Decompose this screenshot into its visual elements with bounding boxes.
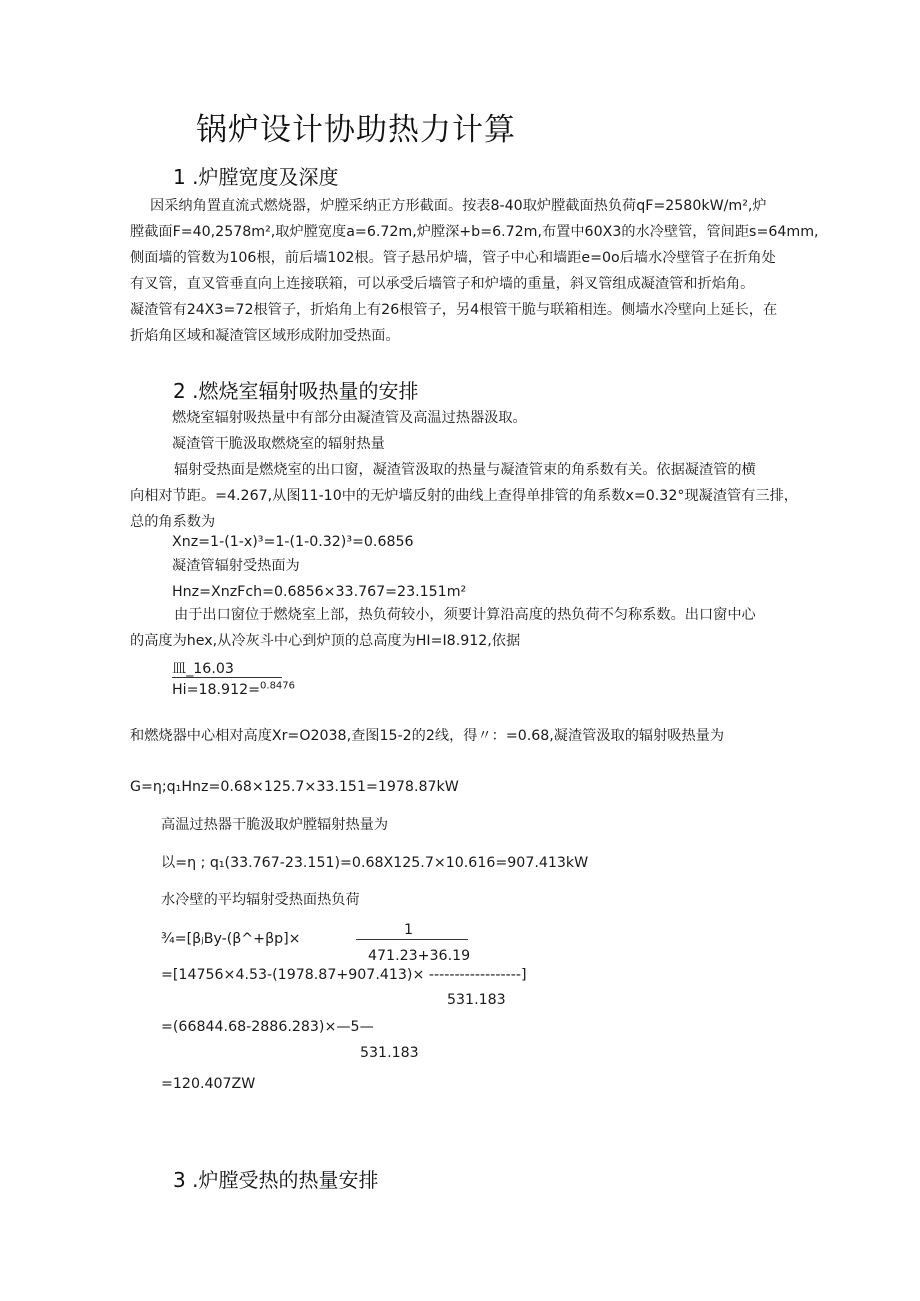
section-2-line: 总的角系数为 — [130, 514, 216, 530]
section-1-line: 侧面墙的管数为106根，前后墙102根。管子悬吊炉墙，管子中心和墙距e=0o后墙水冷壁管子在折角处 — [130, 250, 776, 266]
equation-step-1-denominator: 531.183 — [447, 992, 506, 1008]
burner-height-line: 和燃烧器中心相对高度Xr=O2038,查图15-2的2线，得〃：=0.68,凝渣管汲取的辐射吸热量为 — [130, 728, 725, 744]
fraction-result: 0.8476 — [260, 680, 296, 692]
fraction-denominator-text: Hi=18.912= — [172, 682, 261, 698]
section-2-line: 辐射受热面是燃烧室的出口窗，凝渣管汲取的热量与凝渣管束的角系数有关。依据凝渣管的横 — [174, 462, 756, 478]
superheater-label: 高温过热器干脆汲取炉膛辐射热量为 — [161, 817, 389, 833]
fraction-denominator — [172, 677, 295, 703]
section-1-paragraph — [130, 193, 820, 349]
equation-step-2-denominator: 531.183 — [360, 1045, 419, 1061]
section-1-heading: 1 .炉膛宽度及深度 — [173, 165, 339, 189]
page-title: 锅炉设计协助热力计算 — [196, 112, 516, 148]
section-1-line: 膛截面F=40,2578m²,取炉膛宽度a=6.72m,炉膛深+b=6.72m,布置中60X3的水冷壁管，管间距s=64mm, — [130, 224, 819, 240]
equation-hnz: Hnz=XnzFch=0.6856×33.767=23.151m² — [172, 584, 467, 600]
section-2-line: 由于出口窗位于燃烧室上部，热负荷较小，须要计算沿高度的热负荷不匀称系数。出口窗中心 — [174, 607, 756, 623]
fraction-numerator: 皿_16.03 — [172, 661, 234, 677]
equation-avg-bar — [356, 939, 468, 940]
equation-avg-lhs: ¾=[βⱼBy-(β^+βp]× — [161, 931, 301, 947]
section-3-heading: 3 .炉膛受热的热量安排 — [173, 1168, 379, 1192]
section-1-line: 因采纳角置直流式燃烧器，炉膛采纳正方形截面。按表8-40取炉膛截面热负荷qF=2580kW/m²,炉 — [150, 198, 767, 214]
section-1-line: 折焰角区域和凝渣管区域形成附加受热面。 — [130, 328, 400, 344]
section-2-paragraph — [130, 457, 820, 535]
equation-step-2: =(66844.68-2886.283)×—5— — [161, 1019, 374, 1035]
section-2-intro-1: 燃烧室辐射吸热量中有部分由凝渣管及高温过热器汲取。 — [172, 410, 527, 426]
section-1-line: 有叉管，直叉管垂直向上连接联箱，可以承受后墙管子和炉墙的重量，斜叉管组成凝渣管和折焰角。 — [130, 276, 755, 292]
section-2-intro-2: 凝渣管干脆汲取燃烧室的辐射热量 — [172, 436, 385, 452]
equation-xnz: Xnz=1-(1-x)³=1-(1-0.32)³=0.6856 — [172, 534, 414, 550]
equation-avg-denominator: 471.23+36.19 — [368, 948, 471, 960]
section-1-line: 凝渣管有24X3=72根管子，折焰角上有26根管子，另4根管干脆与联箱相连。侧墙水冷壁向上延长，在 — [130, 302, 778, 318]
hnz-label: 凝渣管辐射受热面为 — [172, 558, 300, 574]
equation-step-1: =[14756×4.53-(1978.87+907.413)× ------------------] — [161, 967, 527, 983]
wall-heat-load-label: 水冷壁的平均辐射受热面热负荷 — [161, 892, 360, 908]
equation-superheater: 以=η ; q₁(33.767-23.151)=0.68X125.7×10.616=907.413kW — [161, 855, 589, 871]
section-2-heading: 2 .燃烧室辐射吸热量的安排 — [173, 379, 419, 403]
section-2-line: 的高度为hex,从冷灰斗中心到炉顶的总高度为HI=I8.912,依据 — [130, 633, 521, 649]
equation-avg-numerator: 1 — [404, 922, 414, 938]
section-2-line: 向相对节距。=4.267,从图11-10中的无炉墙反射的曲线上查得单排管的角系数x=0.32°现凝渣管有三排， — [130, 488, 798, 504]
section-2-paragraph-2 — [130, 602, 820, 654]
equation-result: =120.407ZW — [161, 1076, 256, 1092]
equation-g: G=η;q₁Hnz=0.68×125.7×33.151=1978.87kW — [130, 779, 459, 795]
equation-avg-denominator-clip — [368, 948, 478, 960]
